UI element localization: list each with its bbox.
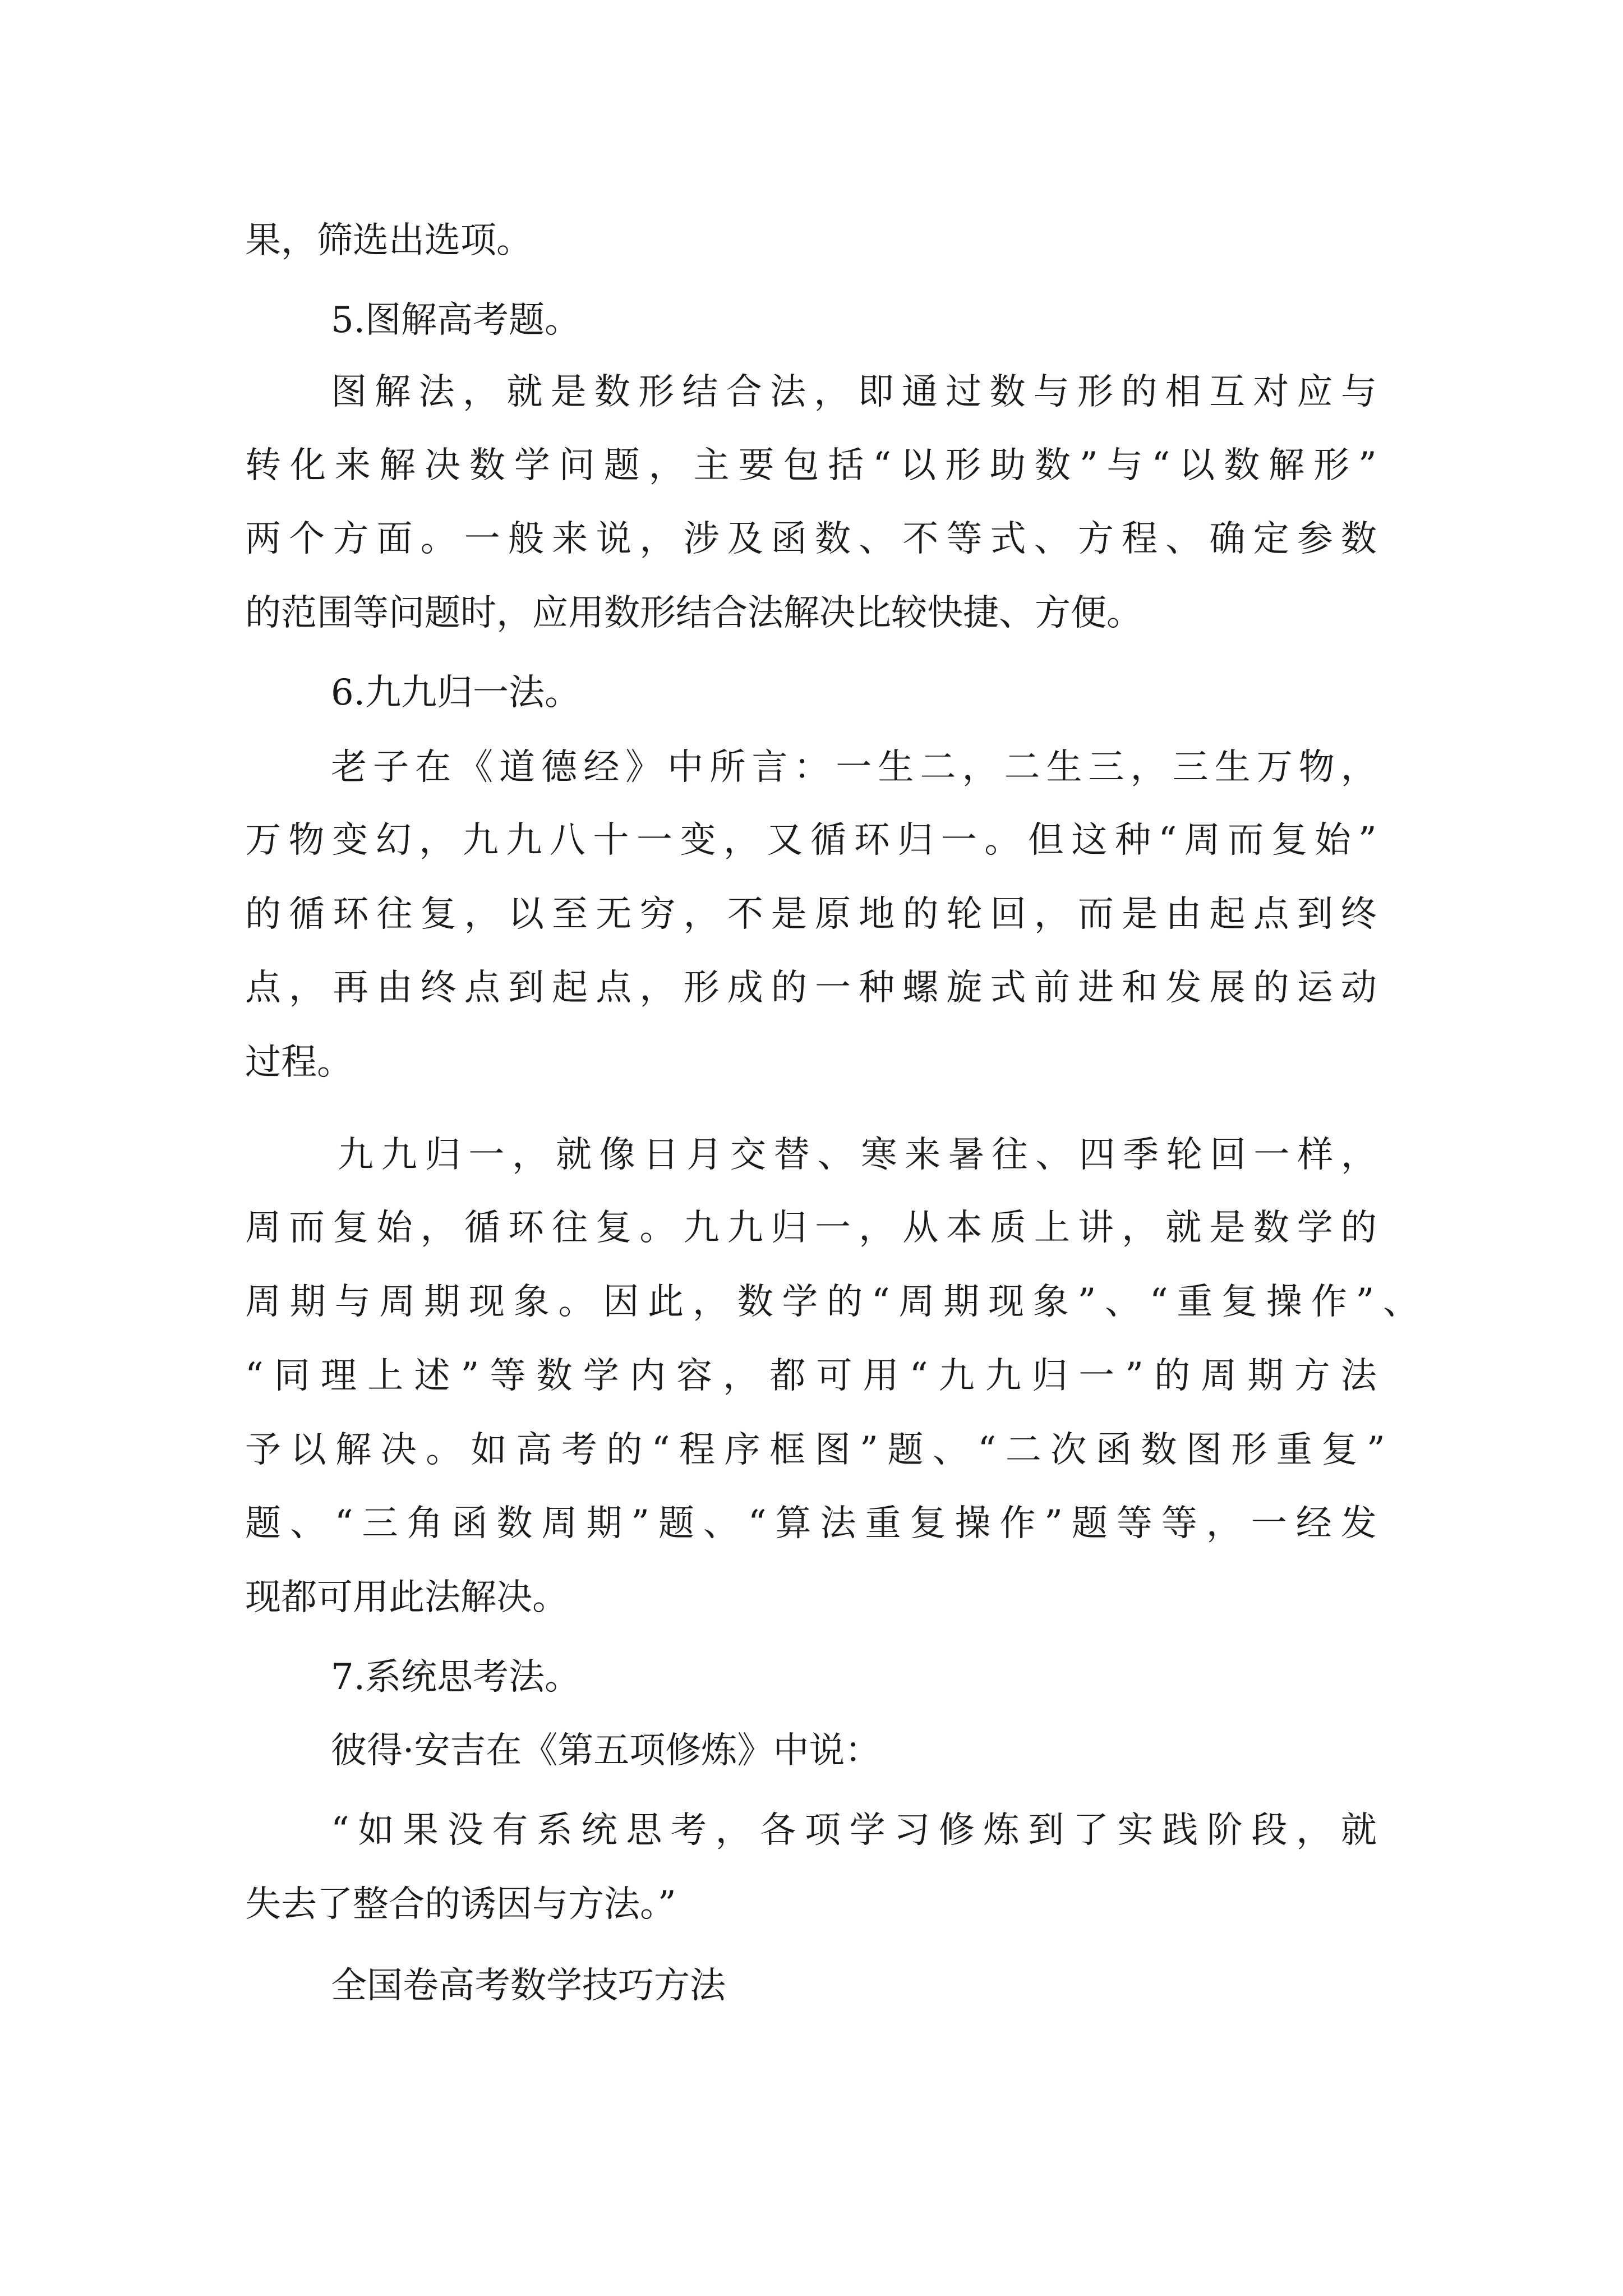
- text-line: 万 物 变 幻 ， 九 九 八 十 一 变 ， 又 循 环 归 一 。 但 这 种 “ 周 而 复 始 ”: [245, 820, 1377, 861]
- text-line: “ 同 理 上 述 ” 等 数 学 内 容 ， 都 可 用 “ 九 九 归 一 ” 的 周 期 方 法: [245, 1355, 1377, 1397]
- section-heading: 5.图解高考题。: [331, 300, 581, 341]
- text-line: 题 、 “ 三 角 函 数 周 期 ” 题 、 “ 算 法 重 复 操 作 ” 题 等 等 ， 一 经 发: [245, 1503, 1377, 1544]
- section-heading: 6.九九归一法。: [331, 672, 581, 714]
- text-line: 彼得·安吉在《第五项修炼》中说：: [331, 1730, 881, 1772]
- text-line: 周 而 复 始 ， 循 环 往 复 。 九 九 归 一 ， 从 本 质 上 讲 ， 就 是 数 学 的: [245, 1207, 1377, 1249]
- text-line: 果，筛选出选项。: [245, 220, 532, 261]
- text-line: 图 解 法 ， 就 是 数 形 结 合 法 ， 即 通 过 数 与 形 的 相 互 对 应 与: [331, 371, 1377, 413]
- text-line: 现都可用此法解决。: [245, 1577, 568, 1618]
- text-line: 予 以 解 决 。 如 高 考 的 “ 程 序 框 图 ” 题 、 “ 二 次 函 数 图 形 重 复 ”: [245, 1429, 1385, 1471]
- text-line: 周 期 与 周 期 现 象 。 因 此 ， 数 学 的 “ 周 期 现 象 ” 、 “ 重 复 操 作 ” 、: [245, 1281, 1419, 1323]
- text-line: 过程。: [245, 1042, 353, 1083]
- text-line: 转 化 来 解 决 数 学 问 题 ， 主 要 包 括 “ 以 形 助 数 ” 与 “ 以 数 解 形 ”: [245, 445, 1377, 486]
- quote-line: 失去了整合的诱因与方法。”: [245, 1884, 676, 1925]
- text-line: 老 子 在 《 道 德 经 》 中 所 言 ： 一 生 二 ， 二 生 三 ， 三 生 万 物 ，: [331, 747, 1377, 788]
- quote-line: “ 如 果 没 有 系 统 思 考 ， 各 项 学 习 修 炼 到 了 实 践 阶 段 ， 就: [331, 1810, 1377, 1851]
- closing-title: 全国卷高考数学技巧方法: [331, 1965, 726, 2007]
- text-line: 两 个 方 面 。 一 般 来 说 ， 涉 及 函 数 、 不 等 式 、 方 程 、 确 定 参 数: [245, 518, 1377, 560]
- text-line: 的 循 环 往 复 ， 以 至 无 穷 ， 不 是 原 地 的 轮 回 ， 而 是 由 起 点 到 终: [245, 894, 1377, 935]
- text-line: 九 九 归 一 ， 就 像 日 月 交 替 、 寒 来 暑 往 、 四 季 轮 回 一 样 ，: [338, 1134, 1377, 1176]
- text-line: 点 ， 再 由 终 点 到 起 点 ， 形 成 的 一 种 螺 旋 式 前 进 和 发 展 的 运 动: [245, 967, 1377, 1009]
- text-line: 的范围等问题时，应用数形结合法解决比较快捷、方便。: [245, 592, 1142, 634]
- section-heading: 7.系统思考法。: [331, 1657, 581, 1698]
